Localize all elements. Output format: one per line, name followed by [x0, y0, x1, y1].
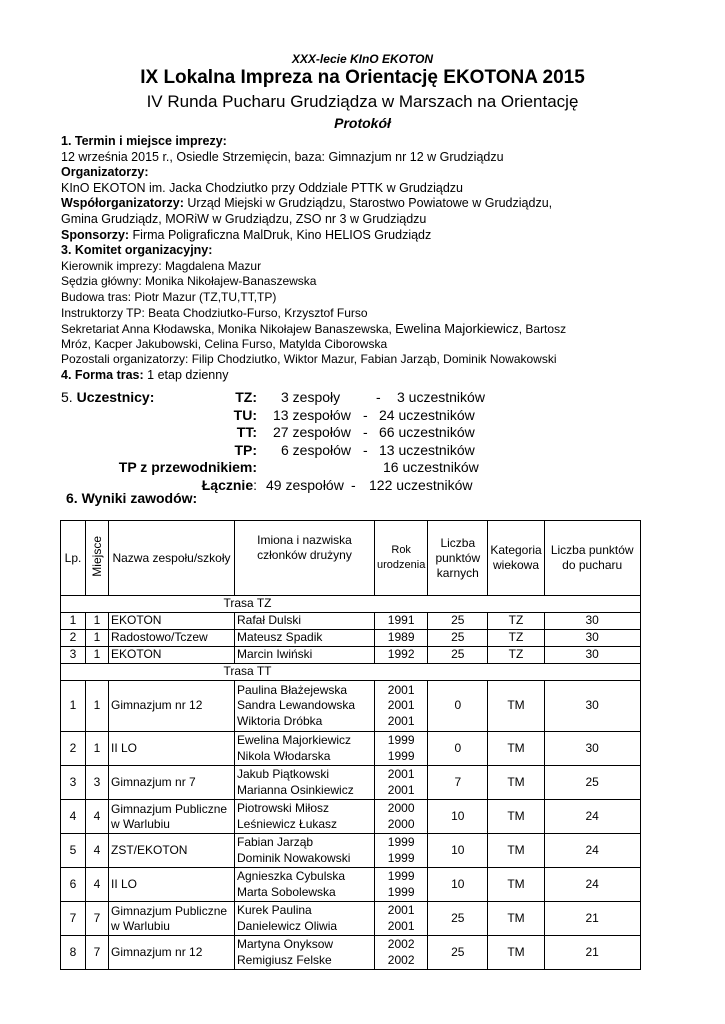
team-name: Gimnazjum Publiczne w Warlubiu — [109, 902, 235, 936]
row-place: 7 — [86, 902, 109, 936]
participants-label-text: Uczestnicy: — [76, 389, 155, 405]
sponsors-text: Firma Poligraficzna MalDruk, Kino HELIOS Grudziądz — [129, 227, 432, 242]
table-row — [61, 766, 641, 800]
participants-prefix: 5. — [61, 389, 77, 405]
member-names — [235, 936, 375, 970]
row-lp: 4 — [61, 800, 86, 834]
cup-points: 24 — [544, 868, 640, 902]
age-category: TM — [488, 834, 544, 868]
cup-round-title: IV Runda Pucharu Grudziądza w Marszach na Orientację — [146, 92, 579, 111]
course-form-heading: 4. Forma tras: — [61, 367, 144, 382]
birth-years-entry: 2000 — [387, 816, 415, 831]
cup-points: 30 — [544, 613, 640, 630]
total-teams: 49 zespołów — [266, 476, 344, 493]
birth-years-entry: 2001 — [387, 767, 415, 781]
trasa-label: Trasa TZ — [109, 596, 641, 613]
header-members: Imiona i nazwiska członków drużyny — [235, 521, 375, 596]
member-names — [235, 647, 375, 664]
row-lp: 3 — [61, 766, 86, 800]
row-lp: 1 — [61, 681, 86, 732]
committee-secretariat — [61, 321, 661, 337]
participants-row — [61, 424, 491, 442]
birth-years — [375, 868, 428, 902]
anniversary-subtitle: XXX-lecie KInO EKOTON — [291, 52, 434, 66]
member-names — [235, 868, 375, 902]
birth-years-entry: 1999 — [387, 835, 415, 849]
member-names-entry: Marta Sobolewska — [237, 884, 336, 899]
birth-years-entry: 1999 — [387, 884, 415, 899]
table-row — [61, 613, 641, 630]
row-lp: 7 — [61, 902, 86, 936]
header-cup: Liczba punktów do pucharu — [544, 521, 640, 596]
birth-years-entry: 2002 — [387, 952, 415, 967]
row-place: 1 — [86, 613, 109, 630]
birth-years-entry: 1991 — [387, 613, 415, 628]
cup-points: 25 — [544, 766, 640, 800]
penalty-points: 10 — [428, 868, 488, 902]
participants-label — [61, 389, 154, 407]
participants-people: 24 uczestników — [379, 406, 475, 423]
participants-dash: - — [363, 441, 368, 458]
total-label-text: Łącznie — [201, 476, 254, 493]
header-team: Nazwa zespołu/szkoły — [109, 521, 235, 596]
participants-people: 3 uczestników — [397, 389, 485, 405]
sponsors-line — [61, 228, 661, 244]
age-category: TZ — [488, 613, 544, 630]
table-header-row — [61, 521, 641, 596]
age-category: TM — [488, 902, 544, 936]
secretariat-text-b: Ewelina Majorkiewicz — [395, 321, 519, 337]
organizers-text: KInO EKOTON im. Jacka Chodziutko przy Oddziale PTTK w Grudziądzu — [61, 180, 463, 195]
penalty-points: 25 — [428, 936, 488, 970]
penalty-points: 25 — [428, 902, 488, 936]
penalty-points: 25 — [428, 630, 488, 647]
age-category: TM — [488, 681, 544, 732]
committee-other: Pozostali organizatorzy: Filip Chodziutko, Wiktor Mazur, Fabian Jarząb, Dominik Nowakowski — [61, 352, 557, 367]
cup-points: 21 — [544, 902, 640, 936]
date-place-text: 12 września 2015 r., Osiedle Strzemięcin, baza: Gimnazjum nr 12 w Grudziądzu — [61, 149, 504, 164]
cup-points: 24 — [544, 800, 640, 834]
row-place: 1 — [86, 681, 109, 732]
participants-dash: - — [363, 424, 368, 440]
header-category: Kategoria wiekowa — [488, 521, 544, 596]
results-table-body — [61, 596, 641, 970]
penalty-points: 10 — [428, 834, 488, 868]
team-name: Gimnazjum nr 7 — [109, 766, 235, 800]
participants-cat: TP: — [234, 441, 257, 458]
birth-years-entry: 2001 — [387, 918, 415, 933]
row-place: 4 — [86, 800, 109, 834]
header-penalty: Liczba punktów karnych — [428, 521, 488, 596]
table-row — [61, 681, 641, 732]
participants-teams: 6 zespołów — [281, 441, 352, 458]
secretariat-text-c: , Bartosz — [518, 322, 567, 337]
row-lp: 2 — [61, 630, 86, 647]
date-place-heading: 1. Termin i miejsce imprezy: — [61, 134, 227, 148]
birth-years-entry: 2001 — [387, 903, 415, 917]
birth-years-entry: 2001 — [387, 698, 415, 713]
cup-points: 30 — [544, 732, 640, 766]
trasa-tt-row — [61, 664, 641, 681]
birth-years-entry: 2001 — [387, 682, 415, 697]
guide-label: TP z przewodnikiem: — [118, 459, 257, 475]
birth-years-entry: 2001 — [387, 782, 415, 797]
birth-years — [375, 732, 428, 766]
row-lp: 6 — [61, 868, 86, 902]
row-place: 7 — [86, 936, 109, 970]
age-category: TZ — [488, 630, 544, 647]
birth-years — [375, 766, 428, 800]
member-names-entry: Marcin Iwiński — [237, 647, 313, 662]
birth-years-entry: 1989 — [387, 630, 415, 645]
row-lp: 8 — [61, 936, 86, 970]
row-place: 1 — [86, 630, 109, 647]
birth-years-entry: 1999 — [387, 850, 415, 865]
member-names-entry: Dominik Nowakowski — [237, 850, 351, 865]
team-name: EKOTON — [109, 613, 235, 630]
participants-cat: TT: — [236, 424, 257, 440]
penalty-points: 25 — [428, 647, 488, 664]
team-name: Gimnazjum nr 12 — [109, 936, 235, 970]
birth-years — [375, 681, 428, 732]
birth-years — [375, 630, 428, 647]
team-name: EKOTON — [109, 647, 235, 664]
birth-years — [375, 613, 428, 630]
table-row — [61, 647, 641, 664]
age-category: TM — [488, 732, 544, 766]
member-names-entry: Piotrowski Miłosz — [237, 801, 330, 815]
age-category: TM — [488, 936, 544, 970]
row-lp: 1 — [61, 613, 86, 630]
guide-people: 16 uczestników — [383, 459, 479, 475]
birth-years-entry: 1999 — [387, 869, 415, 883]
participants-guide-row — [61, 459, 491, 477]
participants-row — [61, 442, 491, 460]
participants-teams: 3 zespoły — [281, 389, 341, 405]
team-name: Radostowo/Tczew — [109, 630, 235, 647]
committee-instructors: Instruktorzy TP: Beata Chodziutko-Furso, Krzysztof Furso — [61, 305, 368, 320]
age-category: TZ — [488, 647, 544, 664]
age-category: TM — [488, 868, 544, 902]
penalty-points: 25 — [428, 613, 488, 630]
participants-people: 66 uczestników — [379, 424, 475, 440]
total-dash: - — [351, 476, 356, 493]
age-category: TM — [488, 800, 544, 834]
cup-points: 30 — [544, 647, 640, 664]
team-name: Gimnazjum nr 12 — [109, 681, 235, 732]
birth-years — [375, 936, 428, 970]
participants-teams: 13 zespołów — [273, 406, 351, 423]
table-row — [61, 630, 641, 647]
birth-years-entry: 1992 — [387, 647, 415, 662]
committee-judge: Sędzia główny: Monika Nikołajew-Banaszewska — [61, 274, 317, 289]
total-colon: : — [253, 476, 257, 493]
committee-director: Kierownik imprezy: Magdalena Mazur — [61, 258, 262, 273]
table-row — [61, 732, 641, 766]
participants-dash: - — [376, 389, 381, 405]
team-name: II LO — [109, 868, 235, 902]
member-names-entry: Jakub Piątkowski — [237, 767, 330, 781]
member-names — [235, 613, 375, 630]
participants-people: 13 uczestników — [379, 441, 475, 458]
row-place: 1 — [86, 732, 109, 766]
table-row — [61, 834, 641, 868]
team-name: ZST/EKOTON — [109, 834, 235, 868]
cup-points: 24 — [544, 834, 640, 868]
row-lp: 5 — [61, 834, 86, 868]
committee-course-builder: Budowa tras: Piotr Mazur (TZ,TU,TT,TP) — [61, 289, 277, 304]
coorganizers-text-2: Gmina Grudziądz, MORiW w Grudziądzu, ZSO nr 3 w Grudziądzu — [61, 211, 427, 226]
member-names-entry: Rafał Dulski — [237, 613, 302, 628]
header-place — [86, 521, 109, 596]
coorganizers-text: Urząd Miejski w Grudziądzu, Starostwo Powiatowe w Grudziądzu, — [183, 196, 553, 211]
member-names-entry: Fabian Jarząb — [237, 835, 314, 849]
member-names-entry: Paulina Błażejewska — [237, 682, 348, 697]
row-place: 3 — [86, 766, 109, 800]
age-category: TM — [488, 766, 544, 800]
course-form-line — [61, 368, 661, 384]
penalty-points: 7 — [428, 766, 488, 800]
coorganizers-line — [61, 196, 661, 212]
course-form-text: 1 etap dzienny — [143, 367, 229, 382]
table-row — [61, 902, 641, 936]
member-names — [235, 681, 375, 732]
cup-points: 30 — [544, 681, 640, 732]
penalty-points: 0 — [428, 732, 488, 766]
member-names-entry: Remigiusz Felske — [237, 952, 332, 967]
member-names — [235, 630, 375, 647]
results-heading: 6. Wyniki zawodów: — [66, 490, 198, 506]
committee-heading: 3. Komitet organizacyjny: — [61, 243, 213, 258]
table-row — [61, 936, 641, 970]
table-row — [61, 868, 641, 902]
row-place: 4 — [86, 834, 109, 868]
row-place: 4 — [86, 868, 109, 902]
header-year: Rok urodzenia — [375, 521, 428, 596]
penalty-points: 10 — [428, 800, 488, 834]
member-names — [235, 766, 375, 800]
cup-points: 30 — [544, 630, 640, 647]
event-info-section — [61, 134, 661, 384]
row-place: 1 — [86, 647, 109, 664]
secretariat-text-a: Sekretariat Anna Kłodawska, Monika Nikołajew Banaszewska, — [61, 322, 396, 337]
member-names-entry: Sandra Lewandowska — [237, 698, 356, 713]
member-names-entry: Mateusz Spadik — [237, 630, 323, 645]
birth-years-entry: 1999 — [387, 733, 415, 747]
participants-dash: - — [363, 406, 368, 423]
header-place-text: Miejsce — [89, 535, 104, 577]
member-names — [235, 800, 375, 834]
member-names-entry: Martyna Onyksow — [237, 937, 334, 951]
header-lp: Lp. — [61, 521, 86, 596]
birth-years — [375, 800, 428, 834]
team-name: Gimnazjum Publiczne w Warlubiu — [109, 800, 235, 834]
participants-cat: TU: — [233, 406, 257, 423]
birth-years — [375, 902, 428, 936]
trasa-blank-cell — [61, 664, 109, 681]
member-names-entry: Agnieszka Cybulska — [237, 869, 346, 883]
sponsors-heading: Sponsorzy: — [61, 227, 130, 242]
member-names-entry: Ewelina Majorkiewicz — [237, 733, 352, 747]
penalty-points: 0 — [428, 681, 488, 732]
event-title: IX Lokalna Impreza na Orientację EKOTONA 2015 — [140, 67, 585, 88]
member-names — [235, 902, 375, 936]
participants-cat: TZ: — [235, 389, 257, 405]
results-table — [60, 520, 641, 970]
participants-section — [61, 389, 491, 494]
member-names — [235, 834, 375, 868]
trasa-label: Trasa TT — [109, 664, 641, 681]
birth-years-entry: 2002 — [387, 937, 415, 951]
coorganizers-heading: Współorganizatorzy: — [61, 196, 184, 211]
member-names — [235, 732, 375, 766]
member-names-entry: Wiktoria Dróbka — [237, 713, 323, 728]
member-names-entry: Marianna Osinkiewicz — [237, 782, 354, 797]
birth-years-entry: 2001 — [387, 713, 415, 728]
cup-points: 21 — [544, 936, 640, 970]
trasa-blank-cell — [61, 596, 109, 613]
birth-years — [375, 647, 428, 664]
participants-row — [61, 389, 491, 407]
team-name: II LO — [109, 732, 235, 766]
row-lp: 2 — [61, 732, 86, 766]
total-people: 122 uczestników — [369, 476, 473, 493]
participants-teams: 27 zespołów — [273, 424, 351, 440]
birth-years-entry: 1999 — [387, 748, 415, 763]
member-names-entry: Nikola Włodarska — [237, 748, 331, 763]
committee-secretariat-2: Mróz, Kacper Jakubowski, Celina Furso, Matylda Ciborowska — [61, 336, 388, 351]
trasa-tz-row — [61, 596, 641, 613]
organizers-heading: Organizatorzy: — [61, 165, 149, 180]
member-names-entry: Danielewicz Oliwia — [237, 918, 338, 933]
row-lp: 3 — [61, 647, 86, 664]
protocol-heading: Protokół — [334, 115, 391, 131]
table-row — [61, 800, 641, 834]
member-names-entry: Kurek Paulina — [237, 903, 312, 917]
birth-years-entry: 2000 — [387, 801, 415, 815]
member-names-entry: Leśniewicz Łukasz — [237, 816, 338, 831]
participants-row — [61, 407, 491, 425]
birth-years — [375, 834, 428, 868]
